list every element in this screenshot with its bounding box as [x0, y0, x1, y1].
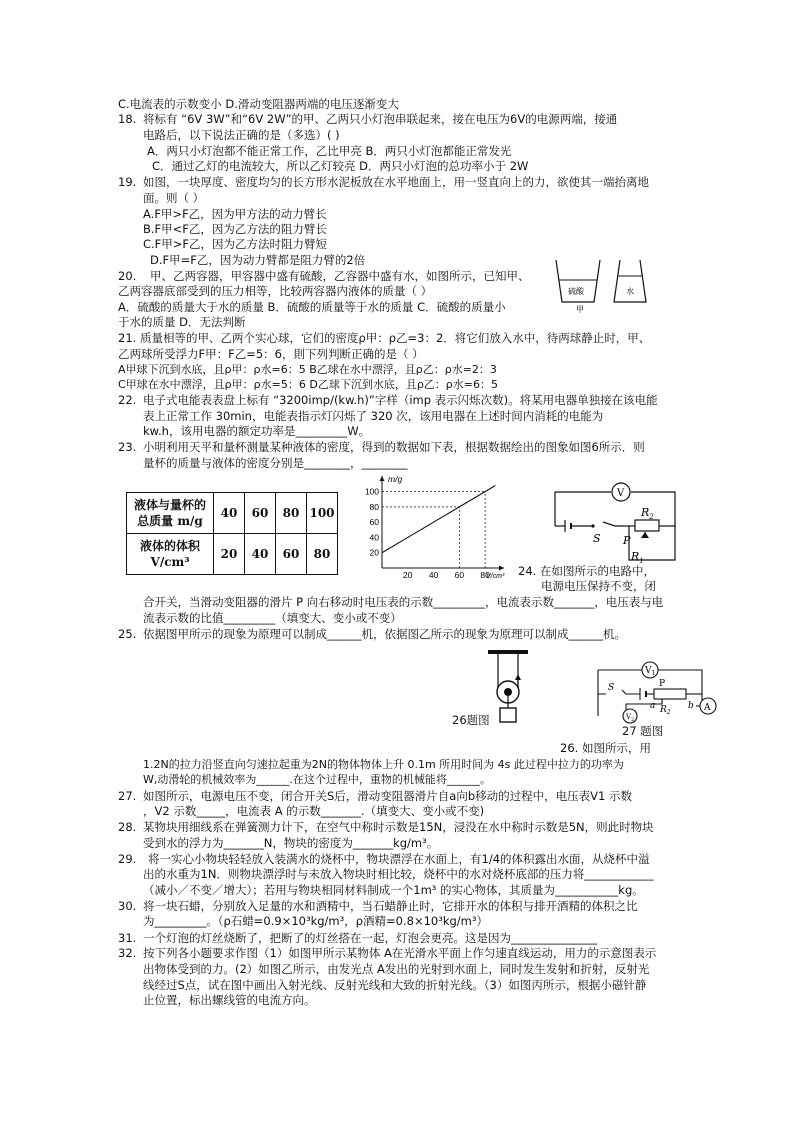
table-header-mass-a: 液体与量杯的 — [133, 498, 206, 512]
q27-stem-1: 如图所示，电源电压不变，闭合开关S后，滑动变阻器滑片自a向b移动的过程中，电压表V1 示数 — [143, 789, 632, 803]
beakers-figure — [548, 256, 658, 316]
q19-number: 19. — [118, 175, 137, 189]
q18-stem-1: 将标有 “6V 3W”和“6V 2W”的甲、乙两只小灯泡串联起来，接在电压为6V的电源两端，接通 — [143, 112, 618, 126]
beaker-left — [556, 260, 600, 314]
table-cell: 40 — [245, 534, 276, 575]
switch-label: S — [593, 532, 601, 545]
q22-stem-1: 电子式电能表表盘上标有 “3200imp/(kw.h)”字样（imp 表示闪烁次数)。将某用电器单独接在该电能 — [143, 393, 658, 407]
beaker-left-sub: 甲 — [576, 305, 584, 314]
q19-option-b: B.F甲<F乙，因为乙方法的阻力臂长 — [143, 222, 327, 236]
x-axis-label: V/cm³ — [486, 573, 505, 580]
table-header-volume-b: V/cm³ — [150, 555, 190, 569]
table-header-volume — [127, 534, 214, 575]
q29-stem-3: （减小／不变／增大）；若用与物块相同材料制成一个1m³ 的实心物体，其质量为___________kg。 — [143, 883, 644, 897]
x-tick-label: 80 — [480, 570, 490, 580]
v2-label: $V_2$ — [626, 713, 635, 723]
beaker-right — [614, 260, 646, 302]
mass-volume-chart — [360, 472, 510, 588]
q26-stem-1: 26. 如图所示，用 — [560, 741, 651, 755]
q29-stem-1: 将一实心小物块轻轻放入装满水的烧杯中，物块漂浮在水面上，有1/4的体积露出水面，从烧杯中溢 — [148, 852, 650, 866]
circuit-figure-24 — [545, 480, 685, 572]
q23-stem-1: 小明利用天平和量杯测量某种液体的密度，得到的数据如下表，根据数据绘出的图象如图6所示．则 — [143, 440, 645, 454]
q28-stem-1: 某物块用细线系在弹簧测力计下，在空气中称时示数是15N，浸没在水中称时示数是5N，则此时物块 — [143, 820, 654, 834]
q22-stem-2: 表上正常工作 30min，电能表指示灯闪烁了 320 次，该用电器在上述时间内消耗的电能为 — [143, 409, 604, 423]
q19-option-d: D.F甲=F乙，因为动力臂都是阻力臂的2倍 — [150, 253, 366, 267]
table-header-volume-a: 液体的体积 — [139, 539, 200, 553]
q19-option-c: C.F甲>F乙，因为乙方法时阻力臂短 — [143, 237, 328, 251]
table-header-mass-b: 总质量 m/g — [137, 514, 203, 528]
q18-stem-2: 电路后，以下说法正确的是（多选）( ) — [143, 128, 340, 142]
y-axis-label: m/g — [388, 474, 403, 484]
q29-number: 29. — [118, 852, 137, 866]
q29-stem-2: 出的水重为1N．则物块漂浮时与未放入物块时相比较，烧杯中的水对烧杯底部的压力将____________ — [143, 867, 654, 881]
q21-stem-2: 乙两球所受浮力F甲：F乙=5：6，則下列判断正确的是（ ） — [118, 347, 424, 361]
q28-number: 28. — [118, 820, 137, 834]
q20-options-2: 于水的质量 D．无法判断 — [118, 315, 246, 329]
q24-stem-2: 电源电压保持不变，闭 — [541, 579, 656, 593]
fig27-label: 27 题图 — [622, 724, 664, 738]
q32-number: 32. — [118, 946, 137, 960]
q23-number: 23. — [118, 440, 137, 454]
y-tick-label: 60 — [369, 517, 379, 528]
q19-stem-2: 面。则（ ） — [143, 191, 205, 205]
q20-number: 20. — [118, 269, 137, 283]
r2-label: $R_2$ — [641, 506, 654, 521]
q27-stem-2: ，V2 示数_____，电流表 A 的示数_______.（填变大、变小或不变) — [143, 804, 485, 818]
r2-label-27: $R_2$ — [660, 705, 671, 716]
x-tick-label: 20 — [403, 570, 413, 580]
q21-stem-1: 21. 质量相等的甲、乙两个实心球，它们的密度ρ甲：ρ乙=3：2．将它们放入水中，待两球静止时，甲、 — [118, 331, 651, 345]
v1-label: $V_1$ — [645, 666, 656, 677]
table-cell: 40 — [214, 493, 245, 534]
q31-number: 31. — [118, 931, 137, 945]
b-label: b — [688, 701, 694, 711]
y-axis-arrow — [380, 476, 385, 481]
p-label: P — [659, 679, 666, 689]
q23-stem-2: 量杯的质量与液体的密度分别是________，________ — [143, 456, 408, 470]
y-tick-label: 20 — [369, 547, 379, 558]
q25-stem: 依据图甲所示的现象为原理可以制成______机，依据图乙所示的现象为原理可以制成______机。 — [143, 627, 626, 641]
q18-number: 18. — [118, 112, 137, 126]
q22-stem-3: kw.h，该用电器的额定功率是_________W。 — [143, 424, 371, 438]
q17-option-cd: C.电流表的示数变小 D.滑动变阻器两端的电压逐渐变大 — [118, 97, 399, 111]
q25-number: 25. — [118, 627, 137, 641]
q30-stem-2: 为_________。（ρ石蜡=0.9×10³kg/m³，ρ酒精=0.8×10³kg/m³） — [143, 914, 488, 928]
x-tick-label: 60 — [454, 570, 465, 580]
slider-label: P — [623, 534, 631, 547]
q32-stem-2: 出物体受到的力。(2）如图乙所示，由发光点 A发出的光射到水面上，同时发生发射和折射，反射光 — [143, 962, 650, 976]
q19-option-a: A.F甲>F乙，因为甲方法的动力臂长 — [143, 207, 327, 221]
q18-options-cd: C．通过乙灯的电流较大，所以乙灯较亮 D．两只小灯泡的总功率小于 2W — [152, 159, 529, 173]
y-tick-label: 40 — [369, 532, 379, 543]
q28-stem-2: 受到水的浮力为_______N，物块的密度为_______kg/m³。 — [143, 836, 439, 850]
q26-stem-3: W,动滑轮的机械效率为______.在这个过程中，重物的机械能将______。 — [143, 773, 491, 786]
q21-options-cd: C甲球在水中漂浮，且ρ甲：ρ水=5：6 D乙球下沉到水底，且ρ乙：ρ水=6：5 — [118, 378, 499, 391]
q32-stem-1: 按下列各小题要求作图（1）如图甲所示某物体 A在光滑水平面上作匀速直线运动，用力的示意图表示 — [143, 946, 657, 960]
table-cell: 60 — [276, 534, 307, 575]
q20-stem-1: 甲、乙两容器，甲容器中盛有硫酸，乙容器中盛有水，如图所示，已知甲、 — [150, 269, 530, 283]
beaker-left-label: 硫酸 — [568, 287, 584, 296]
q21-options-ab: A甲球下沉到水底，且ρ甲：ρ水=6：5 B乙球在水中漂浮，且ρ乙：ρ水=2：3 — [118, 363, 497, 376]
voltmeter-label: V — [617, 488, 625, 499]
x-tick-label: 40 — [428, 570, 439, 580]
table-header-mass — [127, 493, 214, 534]
table-cell: 60 — [245, 493, 276, 534]
s-label-27: S — [608, 683, 615, 693]
y-tick-label: 80 — [369, 501, 379, 512]
q30-stem-1: 将一块石蜡，分别放入足量的水和酒精中，当石蜡静止时，它排开水的体积与排开酒精的体积之比 — [143, 899, 638, 913]
a-meter-label: A — [704, 703, 711, 713]
r1-label: $R_1$ — [631, 550, 644, 565]
table-cell: 80 — [307, 534, 338, 575]
y-tick-label: 100 — [364, 486, 379, 497]
table-row — [127, 493, 338, 534]
q32-stem-3: 线经过S点，试在图中画出入射光线、反射光线和大致的折射光线。（3）如图丙所示，根据小磁针静 — [143, 978, 647, 992]
q30-number: 30. — [118, 899, 137, 913]
table-row — [127, 534, 338, 575]
q19-stem-1: 如图，一块厚度、密度均匀的长方形水泥板放在水平地面上，用一竖直向上的力，欲使其一端抬离地 — [143, 175, 649, 189]
q18-options-ab: A．两只小灯泡都不能正常工作，乙比甲亮 B．两只小灯泡都能正常发光 — [147, 144, 512, 158]
q22-number: 22. — [118, 393, 137, 407]
data-table — [126, 492, 338, 575]
table-cell: 100 — [307, 493, 338, 534]
fig26-label: 26题图 — [452, 713, 490, 727]
q31-stem: 一个灯泡的灯丝烧断了，把断了的灯丝搭在一起，灯泡会更亮。这是因为_______________ — [143, 931, 598, 945]
q27-number: 27. — [118, 789, 137, 803]
series-line — [382, 486, 495, 553]
beaker-right-label: 水 — [626, 287, 634, 296]
q24-stem-1: 24. 在如图所示的电路中， — [518, 564, 655, 578]
table-cell: 20 — [214, 534, 245, 575]
a-label: a — [650, 701, 656, 711]
q24-stem-4: 流表示数的比值_________（填变大、变小或不变） — [143, 611, 402, 625]
q24-stem-3: 合开关，当滑动变阻器的滑片 P 向右移动时电压表的示数_________，电流表示数_______，电压表与电 — [143, 595, 664, 609]
x-axis-arrow — [499, 566, 504, 571]
pulley-figure — [484, 650, 534, 730]
q26-stem-2: 1.2N的拉力沿竖直向匀速拉起重为2N的物体物体上升 0.1m 所用时间为 4s 此过程中拉力的功率为 — [143, 758, 624, 771]
q32-stem-4: 止位置，标出螺线管的电流方向。 — [143, 993, 316, 1007]
q20-stem-2: 乙两容器底部受到的压力相等，比较两容器内液体的质量（ ） — [118, 284, 433, 298]
table-cell: 80 — [276, 493, 307, 534]
q20-options-1: A．硫酸的质量大于水的质量 B．硫酸的质量等于水的质量 C．硫酸的质量小 — [118, 300, 506, 314]
